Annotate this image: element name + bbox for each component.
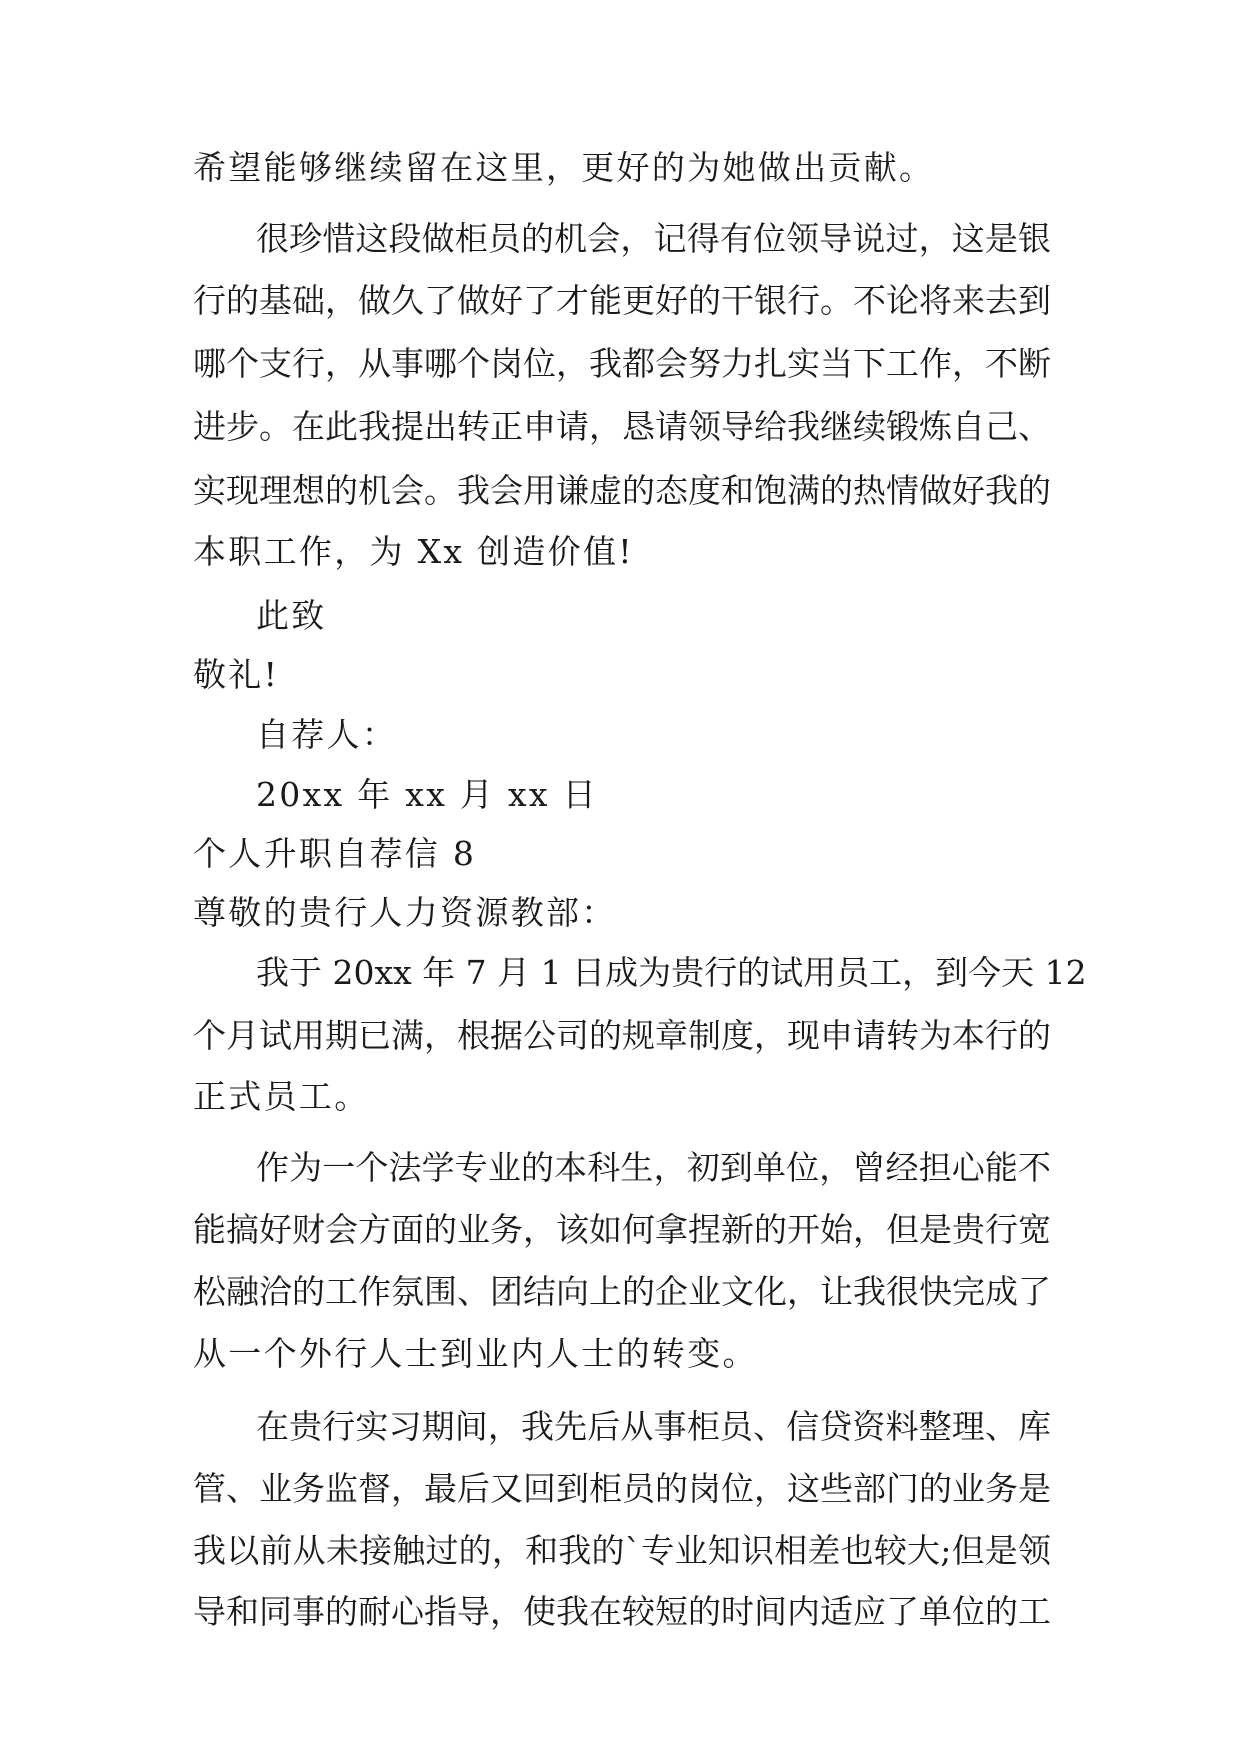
text-line: 本职工作，为 Xx 创造价值! xyxy=(193,532,634,571)
text-line: 实现理想的机会。我会用谦虚的态度和饱满的热情做好我的 xyxy=(193,471,1051,510)
text-line: 希望能够继续留在这里，更好的为她做出贡献。 xyxy=(193,148,935,187)
text-line: 管、业务监督，最后又回到柜员的岗位，这些部门的业务是 xyxy=(193,1469,1051,1508)
text-line: 行的基础，做久了做好了才能更好的干银行。不论将来去到 xyxy=(193,281,1051,320)
paragraph-first-line: 在贵行实习期间，我先后从事柜员、信贷资料整理、库 xyxy=(256,1407,1051,1446)
text-line: 进步。在此我提出转正申请，恳请领导给我继续锻炼自己、 xyxy=(193,407,1051,446)
text-line: 哪个支行，从事哪个岗位，我都会努力扎实当下工作，不断 xyxy=(193,344,1051,383)
text-line: 正式员工。 xyxy=(193,1077,370,1116)
paragraph-first-line: 很珍惜这段做柜员的机会，记得有位领导说过，这是银 xyxy=(256,219,1051,258)
section-title: 个人升职自荐信 8 xyxy=(193,834,477,873)
signature-label: 自荐人： xyxy=(256,715,398,754)
text-line: 能搞好财会方面的业务，该如何拿捏新的开始，但是贵行宽 xyxy=(193,1210,1051,1249)
closing-regards: 敬礼! xyxy=(193,655,280,694)
text-line: 从一个外行人士到业内人士的转变。 xyxy=(193,1334,758,1373)
paragraph-first-line: 作为一个法学专业的本科生，初到单位，曾经担心能不 xyxy=(256,1148,1051,1187)
text-line: 导和同事的耐心指导，使我在较短的时间内适应了单位的工 xyxy=(193,1592,1051,1631)
closing-salutation: 此致 xyxy=(256,596,327,635)
text-line: 个月试用期已满，根据公司的规章制度，现申请转为本行的 xyxy=(193,1016,1051,1055)
paragraph-first-line: 我于 20xx 年 7 月 1 日成为贵行的试用员工，到今天 12 xyxy=(256,953,1087,992)
text-line: 松融洽的工作氛围、团结向上的企业文化，让我很快完成了 xyxy=(193,1272,1051,1311)
text-line: 我以前从未接触过的，和我的`专业知识相差也较大;但是领 xyxy=(193,1531,1051,1570)
letter-salutation: 尊敬的贵行人力资源教部： xyxy=(193,893,617,932)
signature-date: 20xx 年 xx 月 xx 日 xyxy=(256,775,598,814)
